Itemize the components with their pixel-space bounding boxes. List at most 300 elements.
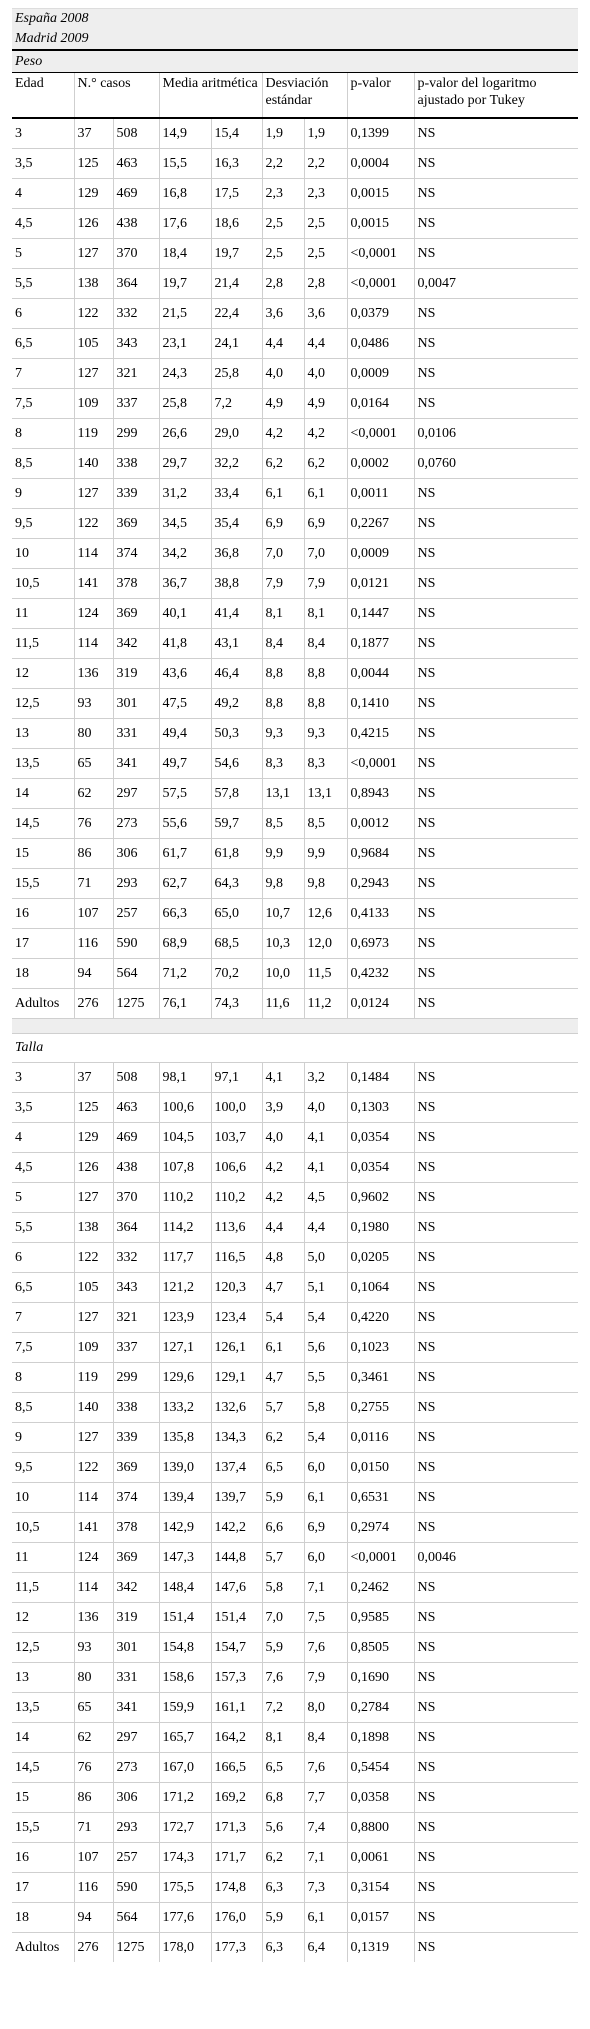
pvalor-log-cell: NS	[414, 1843, 578, 1873]
casos-2008-cell: 105	[74, 1273, 113, 1303]
casos-2009-cell: 341	[113, 1693, 159, 1723]
table-row	[12, 1903, 578, 1933]
table-row	[12, 389, 578, 419]
casos-2008-cell: 76	[74, 1753, 113, 1783]
table-row	[12, 779, 578, 809]
media-2009-cell: 54,6	[211, 749, 262, 779]
media-2008-cell: 175,5	[159, 1873, 211, 1903]
media-2008-cell: 154,8	[159, 1633, 211, 1663]
edad-cell: 13	[12, 719, 74, 749]
casos-2008-cell: 136	[74, 1603, 113, 1633]
casos-2009-cell: 319	[113, 1603, 159, 1633]
pvalor-cell: 0,2267	[347, 509, 414, 539]
pvalor-log-cell: NS	[414, 1303, 578, 1333]
media-2008-cell: 117,7	[159, 1243, 211, 1273]
casos-2009-cell: 339	[113, 479, 159, 509]
desviacion-2008-cell: 10,3	[262, 929, 304, 959]
edad-cell: 18	[12, 1903, 74, 1933]
casos-2009-cell: 370	[113, 1183, 159, 1213]
desviacion-2009-cell: 5,1	[304, 1273, 347, 1303]
media-2009-cell: 110,2	[211, 1183, 262, 1213]
desviacion-2008-cell: 5,9	[262, 1903, 304, 1933]
pvalor-cell: 0,0164	[347, 389, 414, 419]
media-2008-cell: 68,9	[159, 929, 211, 959]
casos-2009-cell: 337	[113, 389, 159, 419]
edad-cell: 7,5	[12, 389, 74, 419]
pvalor-log-cell: NS	[414, 1093, 578, 1123]
casos-2009-cell: 374	[113, 539, 159, 569]
pvalor-log-cell: NS	[414, 1693, 578, 1723]
pvalor-log-cell: NS	[414, 689, 578, 719]
media-2008-cell: 110,2	[159, 1183, 211, 1213]
desviacion-2008-cell: 8,1	[262, 1723, 304, 1753]
edad-cell: 3,5	[12, 1093, 74, 1123]
media-2009-cell: 24,1	[211, 329, 262, 359]
growth-table-container	[12, 8, 578, 1962]
casos-2009-cell: 337	[113, 1333, 159, 1363]
desviacion-2009-cell: 9,9	[304, 839, 347, 869]
desviacion-2008-cell: 5,9	[262, 1633, 304, 1663]
edad-cell: 3	[12, 1063, 74, 1093]
media-2009-cell: 132,6	[211, 1393, 262, 1423]
desviacion-2008-cell: 4,4	[262, 1213, 304, 1243]
table-row	[12, 1243, 578, 1273]
casos-2008-cell: 136	[74, 659, 113, 689]
section-spacer	[12, 1019, 578, 1034]
casos-2009-cell: 369	[113, 599, 159, 629]
desviacion-2008-cell: 4,7	[262, 1363, 304, 1393]
media-2009-cell: 176,0	[211, 1903, 262, 1933]
desviacion-2009-cell: 7,9	[304, 569, 347, 599]
table-row	[12, 1153, 578, 1183]
edad-cell: 5	[12, 239, 74, 269]
edad-cell: 8,5	[12, 1393, 74, 1423]
pvalor-log-cell: NS	[414, 599, 578, 629]
pvalor-log-cell: NS	[414, 659, 578, 689]
media-2008-cell: 49,4	[159, 719, 211, 749]
pvalor-cell: 0,0015	[347, 209, 414, 239]
media-2009-cell: 65,0	[211, 899, 262, 929]
casos-2009-cell: 438	[113, 209, 159, 239]
pvalor-log-cell: NS	[414, 1483, 578, 1513]
pvalor-cell: <0,0001	[347, 239, 414, 269]
table-row	[12, 659, 578, 689]
edad-cell: 5	[12, 1183, 74, 1213]
desviacion-2008-cell: 3,9	[262, 1093, 304, 1123]
table-row	[12, 1933, 578, 1963]
table-row	[12, 1873, 578, 1903]
edad-cell: 11	[12, 599, 74, 629]
media-2009-cell: 49,2	[211, 689, 262, 719]
media-2008-cell: 19,7	[159, 269, 211, 299]
desviacion-2008-cell: 8,8	[262, 689, 304, 719]
pvalor-log-cell: NS	[414, 959, 578, 989]
desviacion-2008-cell: 6,5	[262, 1753, 304, 1783]
desviacion-2008-cell: 9,3	[262, 719, 304, 749]
desviacion-2008-cell: 7,9	[262, 569, 304, 599]
table-row	[12, 1123, 578, 1153]
desviacion-2008-cell: 5,4	[262, 1303, 304, 1333]
table-row	[12, 599, 578, 629]
media-2009-cell: 134,3	[211, 1423, 262, 1453]
table-row	[12, 329, 578, 359]
media-2009-cell: 169,2	[211, 1783, 262, 1813]
edad-cell: 15,5	[12, 869, 74, 899]
edad-cell: 18	[12, 959, 74, 989]
media-2009-cell: 18,6	[211, 209, 262, 239]
table-row	[12, 1753, 578, 1783]
edad-cell: 4,5	[12, 209, 74, 239]
pvalor-log-cell: NS	[414, 899, 578, 929]
table-row	[12, 959, 578, 989]
edad-cell: 6,5	[12, 1273, 74, 1303]
pvalor-cell: 0,3154	[347, 1873, 414, 1903]
media-2008-cell: 178,0	[159, 1933, 211, 1963]
media-2009-cell: 177,3	[211, 1933, 262, 1963]
table-row	[12, 629, 578, 659]
edad-cell: 14	[12, 779, 74, 809]
casos-2009-cell: 370	[113, 239, 159, 269]
media-2009-cell: 35,4	[211, 509, 262, 539]
edad-cell: 4	[12, 1123, 74, 1153]
caption-row-2	[12, 29, 578, 50]
media-2008-cell: 177,6	[159, 1903, 211, 1933]
media-2009-cell: 15,4	[211, 118, 262, 149]
pvalor-log-cell: NS	[414, 209, 578, 239]
section-row-peso	[12, 50, 578, 73]
desviacion-2009-cell: 5,0	[304, 1243, 347, 1273]
casos-2008-cell: 126	[74, 1153, 113, 1183]
table-row	[12, 1843, 578, 1873]
desviacion-2008-cell: 4,2	[262, 1183, 304, 1213]
table-row	[12, 749, 578, 779]
pvalor-log-cell: NS	[414, 1663, 578, 1693]
table-row	[12, 1063, 578, 1093]
media-2008-cell: 29,7	[159, 449, 211, 479]
media-2009-cell: 68,5	[211, 929, 262, 959]
pvalor-log-cell: NS	[414, 869, 578, 899]
casos-2008-cell: 109	[74, 1333, 113, 1363]
casos-2008-cell: 93	[74, 1633, 113, 1663]
casos-2009-cell: 319	[113, 659, 159, 689]
desviacion-2008-cell: 4,1	[262, 1063, 304, 1093]
table-row	[12, 509, 578, 539]
desviacion-2008-cell: 8,8	[262, 659, 304, 689]
edad-cell: 9,5	[12, 1453, 74, 1483]
pvalor-cell: 0,5454	[347, 1753, 414, 1783]
media-2008-cell: 15,5	[159, 149, 211, 179]
desviacion-2008-cell: 4,0	[262, 1123, 304, 1153]
header-pvalor-log: p-valor del logaritmo ajustado por Tukey	[414, 73, 578, 119]
media-2008-cell: 158,6	[159, 1663, 211, 1693]
section-title-peso: Peso	[12, 50, 578, 73]
desviacion-2009-cell: 2,8	[304, 269, 347, 299]
pvalor-log-cell: NS	[414, 359, 578, 389]
media-2008-cell: 76,1	[159, 989, 211, 1019]
casos-2008-cell: 65	[74, 749, 113, 779]
media-2009-cell: 61,8	[211, 839, 262, 869]
pvalor-cell: 0,4215	[347, 719, 414, 749]
table-row	[12, 719, 578, 749]
media-2008-cell: 47,5	[159, 689, 211, 719]
desviacion-2008-cell: 1,9	[262, 118, 304, 149]
desviacion-2008-cell: 6,8	[262, 1783, 304, 1813]
casos-2008-cell: 122	[74, 1453, 113, 1483]
casos-2008-cell: 76	[74, 809, 113, 839]
pvalor-log-cell: 0,0047	[414, 269, 578, 299]
casos-2008-cell: 140	[74, 449, 113, 479]
desviacion-2008-cell: 4,9	[262, 389, 304, 419]
desviacion-2008-cell: 8,4	[262, 629, 304, 659]
casos-2009-cell: 332	[113, 299, 159, 329]
pvalor-cell: 0,0011	[347, 479, 414, 509]
table-row	[12, 1543, 578, 1573]
casos-2009-cell: 301	[113, 1633, 159, 1663]
table-row	[12, 149, 578, 179]
table-row	[12, 569, 578, 599]
casos-2009-cell: 508	[113, 1063, 159, 1093]
table-row	[12, 989, 578, 1019]
media-2008-cell: 159,9	[159, 1693, 211, 1723]
pvalor-cell: 0,0358	[347, 1783, 414, 1813]
desviacion-2009-cell: 6,0	[304, 1543, 347, 1573]
table-row	[12, 1393, 578, 1423]
media-2008-cell: 165,7	[159, 1723, 211, 1753]
casos-2009-cell: 297	[113, 779, 159, 809]
table-row	[12, 539, 578, 569]
casos-2008-cell: 71	[74, 869, 113, 899]
casos-2008-cell: 276	[74, 989, 113, 1019]
casos-2009-cell: 469	[113, 179, 159, 209]
media-2008-cell: 142,9	[159, 1513, 211, 1543]
media-2008-cell: 21,5	[159, 299, 211, 329]
pvalor-log-cell: NS	[414, 1633, 578, 1663]
desviacion-2008-cell: 2,5	[262, 209, 304, 239]
media-2008-cell: 135,8	[159, 1423, 211, 1453]
casos-2008-cell: 124	[74, 599, 113, 629]
edad-cell: 10	[12, 1483, 74, 1513]
casos-2008-cell: 116	[74, 1873, 113, 1903]
table-row	[12, 899, 578, 929]
casos-2009-cell: 378	[113, 1513, 159, 1543]
desviacion-2009-cell: 4,4	[304, 1213, 347, 1243]
edad-cell: 6,5	[12, 329, 74, 359]
media-2009-cell: 41,4	[211, 599, 262, 629]
desviacion-2008-cell: 6,2	[262, 1843, 304, 1873]
desviacion-2009-cell: 2,5	[304, 209, 347, 239]
media-2008-cell: 41,8	[159, 629, 211, 659]
edad-cell: 9,5	[12, 509, 74, 539]
casos-2009-cell: 306	[113, 1783, 159, 1813]
edad-cell: 12	[12, 659, 74, 689]
casos-2008-cell: 37	[74, 1063, 113, 1093]
pvalor-cell: 0,0061	[347, 1843, 414, 1873]
media-2009-cell: 164,2	[211, 1723, 262, 1753]
casos-2009-cell: 332	[113, 1243, 159, 1273]
table-row	[12, 1303, 578, 1333]
pvalor-cell: 0,0379	[347, 299, 414, 329]
desviacion-2009-cell: 6,0	[304, 1453, 347, 1483]
table-row	[12, 1633, 578, 1663]
desviacion-2009-cell: 1,9	[304, 118, 347, 149]
casos-2008-cell: 276	[74, 1933, 113, 1963]
casos-2009-cell: 508	[113, 118, 159, 149]
pvalor-log-cell: NS	[414, 1903, 578, 1933]
edad-cell: 11,5	[12, 629, 74, 659]
media-2009-cell: 74,3	[211, 989, 262, 1019]
desviacion-2009-cell: 7,9	[304, 1663, 347, 1693]
casos-2008-cell: 37	[74, 118, 113, 149]
casos-2008-cell: 105	[74, 329, 113, 359]
pvalor-log-cell: NS	[414, 749, 578, 779]
pvalor-log-cell: NS	[414, 1603, 578, 1633]
table-row	[12, 839, 578, 869]
edad-cell: 15,5	[12, 1813, 74, 1843]
casos-2008-cell: 127	[74, 1423, 113, 1453]
pvalor-log-cell: NS	[414, 118, 578, 149]
media-2008-cell: 34,2	[159, 539, 211, 569]
desviacion-2009-cell: 9,8	[304, 869, 347, 899]
media-2009-cell: 113,6	[211, 1213, 262, 1243]
casos-2008-cell: 109	[74, 389, 113, 419]
pvalor-cell: 0,0124	[347, 989, 414, 1019]
media-2009-cell: 106,6	[211, 1153, 262, 1183]
desviacion-2008-cell: 6,9	[262, 509, 304, 539]
pvalor-cell: 0,2755	[347, 1393, 414, 1423]
media-2008-cell: 71,2	[159, 959, 211, 989]
pvalor-cell: 0,1877	[347, 629, 414, 659]
casos-2009-cell: 331	[113, 719, 159, 749]
casos-2008-cell: 62	[74, 779, 113, 809]
desviacion-2008-cell: 4,2	[262, 1153, 304, 1183]
edad-cell: 3,5	[12, 149, 74, 179]
pvalor-log-cell: NS	[414, 929, 578, 959]
desviacion-2008-cell: 5,7	[262, 1543, 304, 1573]
desviacion-2008-cell: 6,1	[262, 1333, 304, 1363]
casos-2009-cell: 293	[113, 1813, 159, 1843]
media-2009-cell: 97,1	[211, 1063, 262, 1093]
pvalor-log-cell: NS	[414, 239, 578, 269]
desviacion-2009-cell: 13,1	[304, 779, 347, 809]
pvalor-cell: 0,0150	[347, 1453, 414, 1483]
header-edad: Edad	[12, 73, 74, 119]
media-2008-cell: 25,8	[159, 389, 211, 419]
desviacion-2008-cell: 10,7	[262, 899, 304, 929]
pvalor-cell: 0,1319	[347, 1933, 414, 1963]
media-2008-cell: 147,3	[159, 1543, 211, 1573]
casos-2009-cell: 1275	[113, 989, 159, 1019]
casos-2008-cell: 86	[74, 1783, 113, 1813]
pvalor-log-cell: NS	[414, 779, 578, 809]
media-2009-cell: 129,1	[211, 1363, 262, 1393]
media-2009-cell: 157,3	[211, 1663, 262, 1693]
pvalor-log-cell: NS	[414, 149, 578, 179]
pvalor-log-cell: NS	[414, 1453, 578, 1483]
desviacion-2008-cell: 7,6	[262, 1663, 304, 1693]
desviacion-2008-cell: 4,4	[262, 329, 304, 359]
media-2008-cell: 148,4	[159, 1573, 211, 1603]
desviacion-2009-cell: 9,3	[304, 719, 347, 749]
edad-cell: 10,5	[12, 1513, 74, 1543]
table-row	[12, 1453, 578, 1483]
desviacion-2008-cell: 5,7	[262, 1393, 304, 1423]
pvalor-log-cell: NS	[414, 719, 578, 749]
table-row	[12, 269, 578, 299]
media-2008-cell: 167,0	[159, 1753, 211, 1783]
media-2009-cell: 21,4	[211, 269, 262, 299]
desviacion-2009-cell: 6,1	[304, 1903, 347, 1933]
desviacion-2009-cell: 2,2	[304, 149, 347, 179]
pvalor-log-cell: NS	[414, 389, 578, 419]
media-2009-cell: 22,4	[211, 299, 262, 329]
pvalor-log-cell: NS	[414, 329, 578, 359]
casos-2009-cell: 369	[113, 1453, 159, 1483]
pvalor-log-cell: NS	[414, 839, 578, 869]
casos-2008-cell: 127	[74, 1183, 113, 1213]
pvalor-cell: 0,4133	[347, 899, 414, 929]
media-2008-cell: 123,9	[159, 1303, 211, 1333]
pvalor-cell: 0,2943	[347, 869, 414, 899]
media-2008-cell: 139,4	[159, 1483, 211, 1513]
pvalor-cell: 0,8800	[347, 1813, 414, 1843]
desviacion-2009-cell: 11,2	[304, 989, 347, 1019]
edad-cell: 12	[12, 1603, 74, 1633]
desviacion-2009-cell: 2,3	[304, 179, 347, 209]
media-2009-cell: 50,3	[211, 719, 262, 749]
casos-2008-cell: 140	[74, 1393, 113, 1423]
pvalor-cell: 0,1023	[347, 1333, 414, 1363]
casos-2008-cell: 127	[74, 239, 113, 269]
edad-cell: 15	[12, 839, 74, 869]
media-2008-cell: 23,1	[159, 329, 211, 359]
pvalor-cell: 0,4220	[347, 1303, 414, 1333]
desviacion-2009-cell: 8,3	[304, 749, 347, 779]
media-2009-cell: 59,7	[211, 809, 262, 839]
casos-2009-cell: 1275	[113, 1933, 159, 1963]
caption-row-1	[12, 9, 578, 30]
media-2008-cell: 26,6	[159, 419, 211, 449]
media-2008-cell: 16,8	[159, 179, 211, 209]
table-row	[12, 419, 578, 449]
casos-2008-cell: 138	[74, 269, 113, 299]
pvalor-cell: 0,6531	[347, 1483, 414, 1513]
desviacion-2009-cell: 4,1	[304, 1123, 347, 1153]
pvalor-cell: 0,2462	[347, 1573, 414, 1603]
casos-2009-cell: 257	[113, 1843, 159, 1873]
casos-2008-cell: 86	[74, 839, 113, 869]
caption-line-1: España 2008	[12, 9, 578, 30]
desviacion-2009-cell: 12,0	[304, 929, 347, 959]
edad-cell: 8	[12, 419, 74, 449]
casos-2008-cell: 71	[74, 1813, 113, 1843]
casos-2009-cell: 339	[113, 1423, 159, 1453]
media-2008-cell: 40,1	[159, 599, 211, 629]
desviacion-2008-cell: 5,8	[262, 1573, 304, 1603]
header-row	[12, 73, 578, 119]
table-row	[12, 1663, 578, 1693]
edad-cell: 4	[12, 179, 74, 209]
pvalor-log-cell: 0,0106	[414, 419, 578, 449]
pvalor-cell: 0,0044	[347, 659, 414, 689]
media-2009-cell: 17,5	[211, 179, 262, 209]
edad-cell: 3	[12, 118, 74, 149]
pvalor-cell: 0,1484	[347, 1063, 414, 1093]
pvalor-cell: 0,0205	[347, 1243, 414, 1273]
desviacion-2009-cell: 5,4	[304, 1303, 347, 1333]
media-2009-cell: 161,1	[211, 1693, 262, 1723]
pvalor-log-cell: NS	[414, 1363, 578, 1393]
media-2008-cell: 31,2	[159, 479, 211, 509]
